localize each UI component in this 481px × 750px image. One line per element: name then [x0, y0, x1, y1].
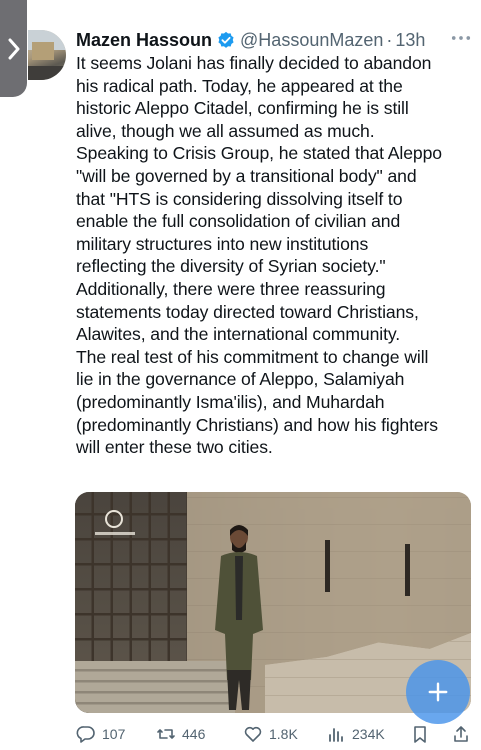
- author-handle[interactable]: @HassounMazen: [240, 29, 384, 50]
- share-button[interactable]: [451, 722, 471, 746]
- views-button[interactable]: [326, 722, 385, 746]
- share-icon: [451, 724, 471, 744]
- tweet-text-line: Alawites, and the international community.: [76, 324, 401, 345]
- tweet-text-line: his radical path. Today, he appeared at the: [76, 75, 403, 96]
- tweet-text-line: lie in the governance of Aleppo, Salamiyah: [76, 369, 405, 390]
- separator-dot: ·: [386, 29, 393, 50]
- tweet-text-line: that "HTS is considering dissolving itself to: [76, 188, 403, 209]
- tweet-text-line: The real test of his commitment to change will: [76, 346, 429, 367]
- author-name[interactable]: Mazen Hassoun: [76, 29, 213, 50]
- reply-button[interactable]: [76, 722, 125, 746]
- timestamp[interactable]: 13h: [395, 29, 426, 50]
- tweet-text-line: (predominantly Isma'ilis), and Muhardah: [76, 391, 385, 412]
- tweet-text-line: (predominantly Christians) and how his fighters: [76, 414, 439, 435]
- heart-icon: [243, 724, 263, 744]
- tweet-text-line: enable the full consolidation of civilian and: [76, 211, 401, 232]
- tweet-text-line: statements today directed toward Christians,: [76, 301, 419, 322]
- tweet-text-line: historic Aleppo Citadel, confirming he is still: [76, 98, 409, 119]
- like-button[interactable]: [243, 722, 298, 746]
- tweet-text-line: Speaking to Crisis Group, he stated that Aleppo: [76, 143, 442, 164]
- repost-icon: [156, 724, 176, 744]
- repost-count: 446: [182, 726, 206, 742]
- views-count: 234K: [352, 726, 385, 742]
- avatar[interactable]: [28, 30, 66, 80]
- tweet-text-line: "will be governed by a transitional body" and: [76, 165, 417, 186]
- tweet-text-line: alive, though we all assumed as much.: [76, 120, 375, 141]
- tweet-text-line: Additionally, there were three reassuring: [76, 278, 386, 299]
- tweet-text-line: military structures into new institutions: [76, 233, 369, 254]
- chevron-right-icon: [7, 38, 21, 60]
- bookmark-icon: [410, 724, 430, 744]
- tweet-text: [76, 52, 476, 459]
- tweet-text-line: It seems Jolani has finally decided to abandon: [76, 53, 432, 73]
- tweet-actions: [76, 722, 476, 746]
- tweet-text-line: will enter these two cities.: [76, 437, 273, 458]
- reply-count: 107: [102, 726, 126, 742]
- reply-icon: [76, 724, 96, 744]
- back-tab[interactable]: [0, 0, 27, 97]
- more-options-icon[interactable]: [450, 28, 472, 48]
- views-chart-icon: [326, 724, 346, 744]
- repost-button[interactable]: [156, 722, 205, 746]
- person-figure: [205, 520, 275, 713]
- bookmark-button[interactable]: [410, 722, 430, 746]
- watermark-logo: [95, 510, 135, 540]
- tweet-header: [76, 27, 476, 53]
- tweet-text-line: reflecting the diversity of Syrian society.": [76, 256, 386, 277]
- verified-badge-icon: [217, 31, 235, 49]
- compose-button[interactable]: [406, 660, 470, 724]
- like-count: 1.8K: [269, 726, 298, 742]
- plus-icon: [427, 681, 449, 703]
